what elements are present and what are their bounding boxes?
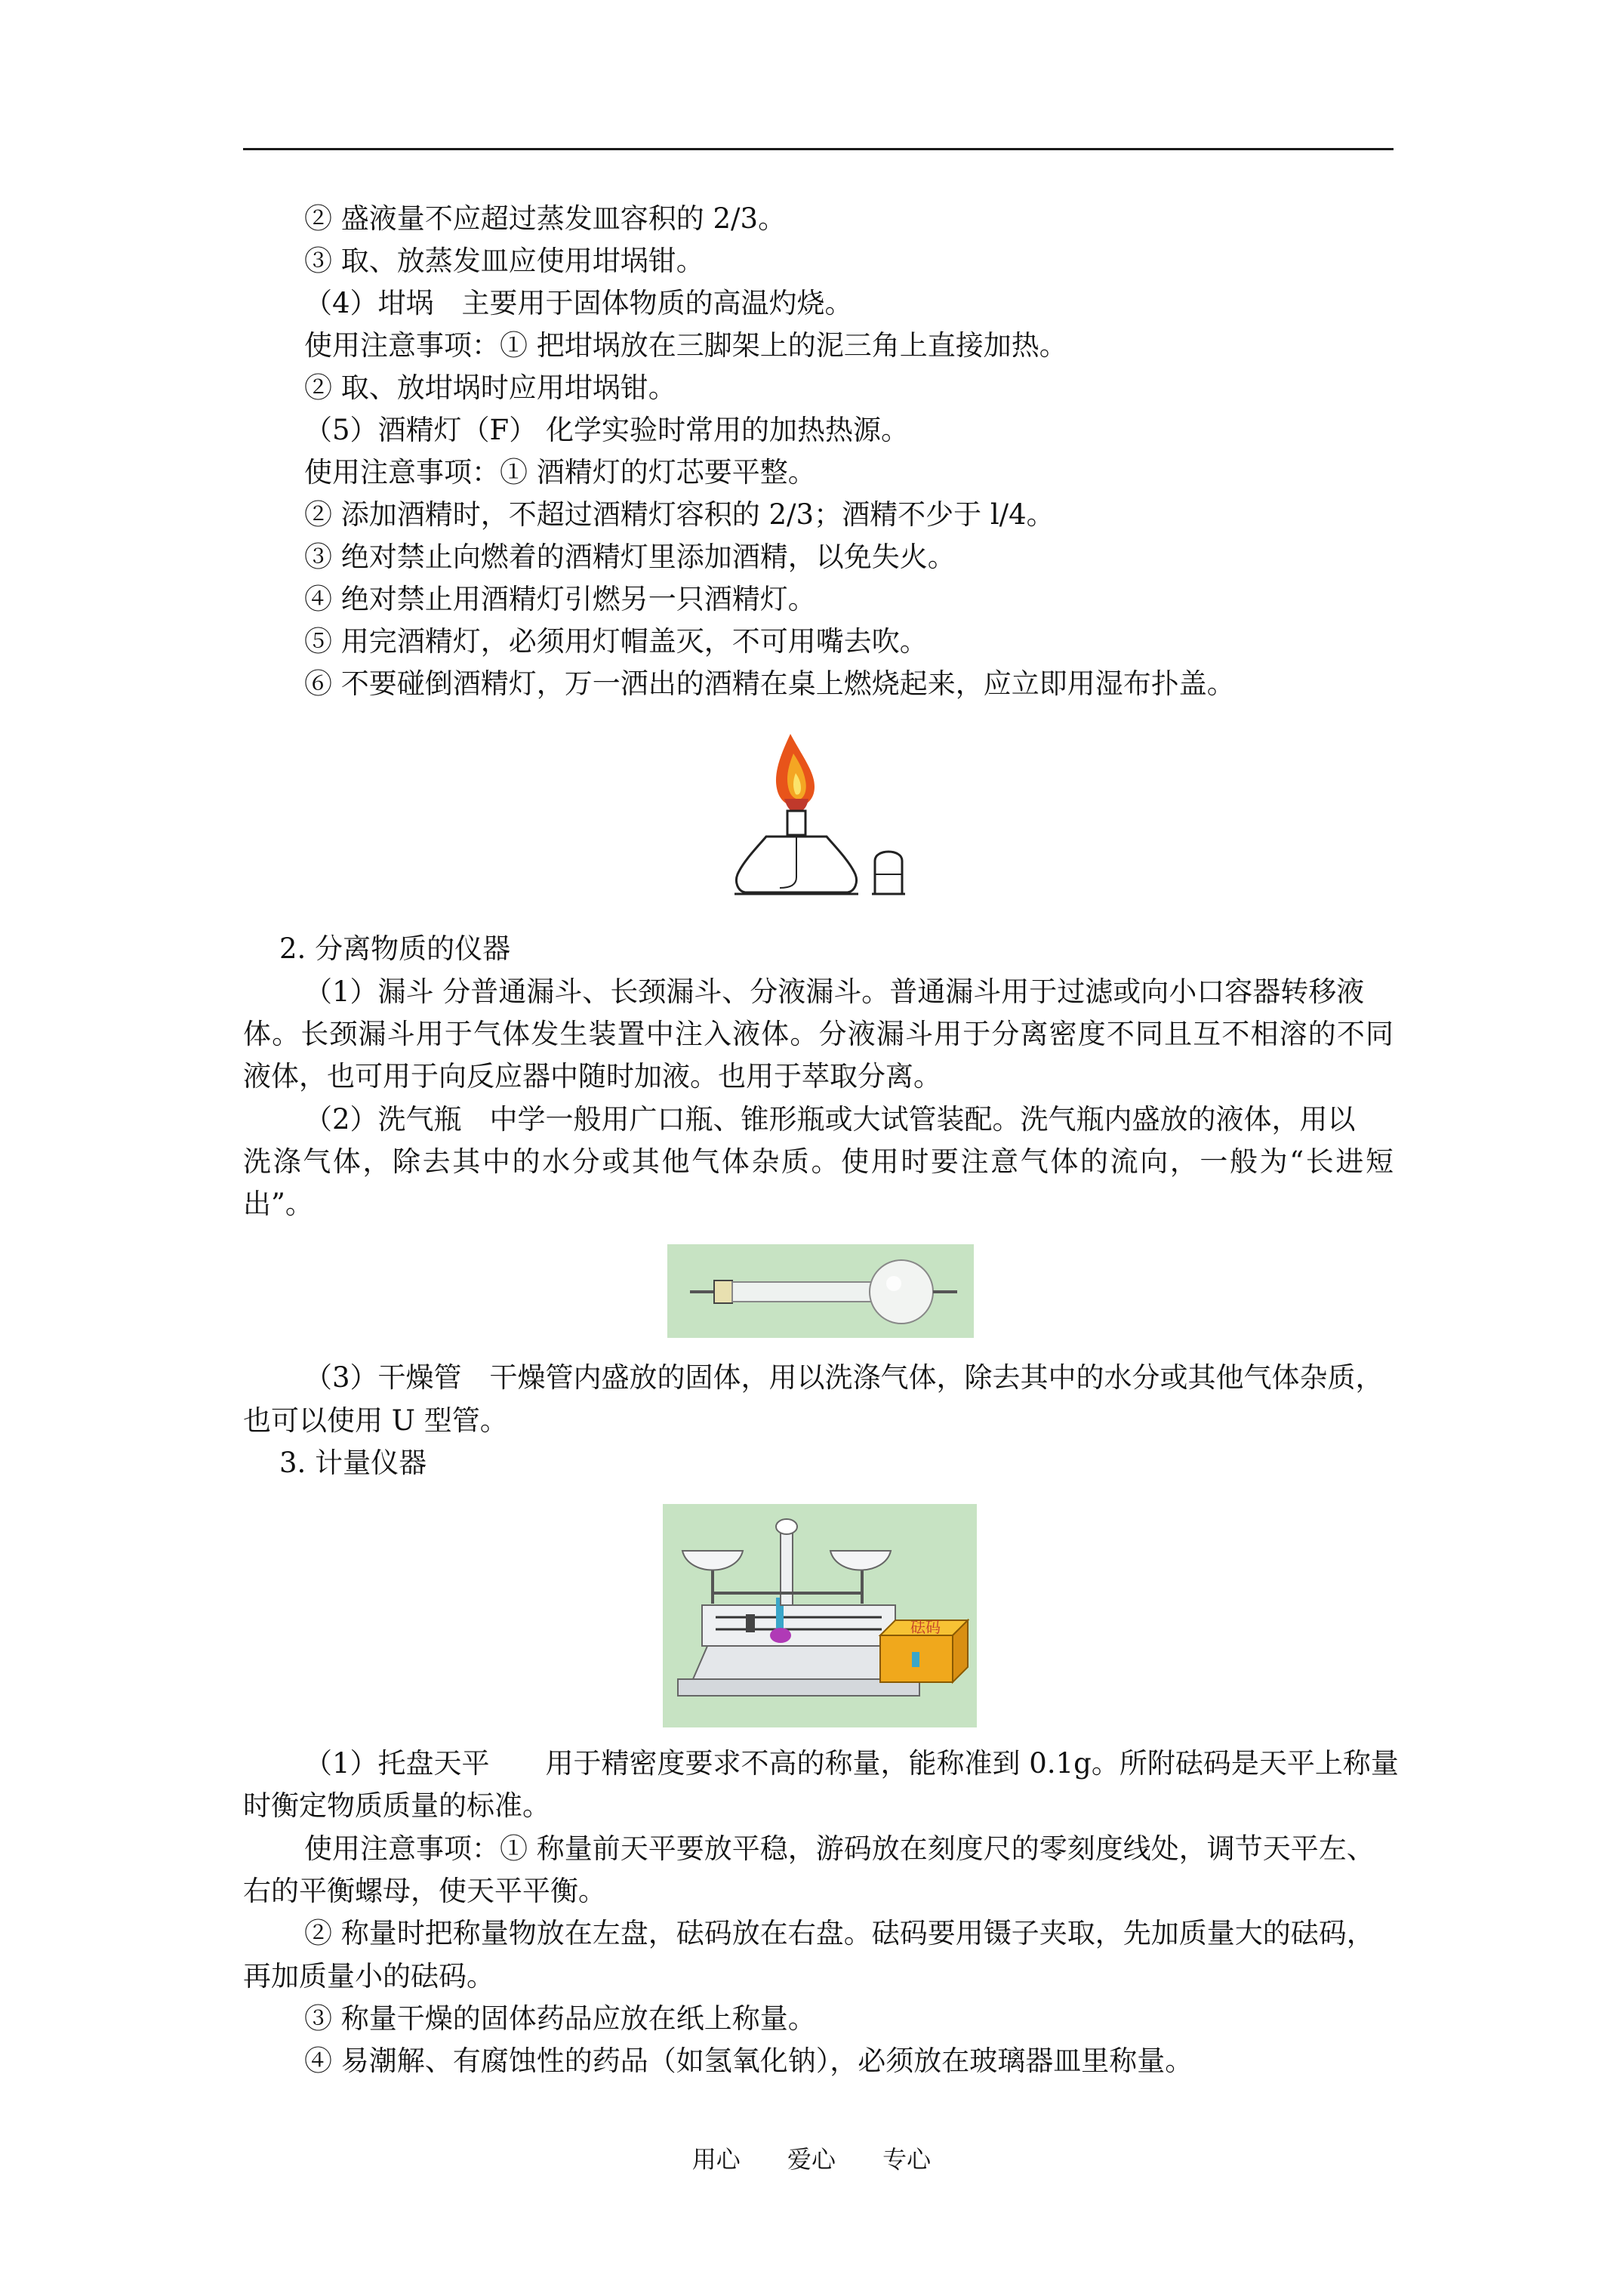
text-line: 使用注意事项：① 酒精灯的灯芯要平整。 [304, 456, 816, 488]
flame-icon [776, 734, 815, 812]
section-heading: 2. 分离物质的仪器 [279, 932, 511, 965]
text-line: ④ 绝对禁止用酒精灯引燃另一只酒精灯。 [304, 583, 816, 615]
alcohol-lamp-figure [721, 726, 917, 915]
weights-box-icon [880, 1618, 968, 1682]
text-line: 使用注意事项：① 称量前天平要放平稳，游码放在刻度尺的零刻度线处，调节天平左、 [304, 1832, 1375, 1865]
text-line: 使用注意事项：① 把坩埚放在三脚架上的泥三角上直接加热。 [304, 329, 1067, 362]
header-rule [243, 148, 1394, 150]
text-line: （1）漏斗 分普通漏斗、长颈漏斗、分液漏斗。普通漏斗用于过滤或向小口容器转移液 [304, 975, 1365, 1008]
weights-label: 砝码 [910, 1618, 941, 1636]
lamp-cap-icon [872, 852, 905, 894]
footer-item: 专心 [882, 2145, 932, 2174]
text-line: ③ 绝对禁止向燃着的酒精灯里添加酒精，以免失火。 [304, 541, 956, 573]
text-line: ② 取、放坩埚时应用坩埚钳。 [304, 371, 676, 404]
text-line: （5）酒精灯（F） 化学实验时常用的加热热源。 [304, 414, 909, 446]
footer-item: 用心 [691, 2145, 741, 2174]
text-line: ② 盛液量不应超过蒸发皿容积的 2/3。 [304, 202, 787, 235]
tray-balance-figure [663, 1504, 977, 1727]
text-line: ③ 称量干燥的固体药品应放在纸上称量。 [304, 2002, 816, 2035]
text-line: （2）洗气瓶 中学一般用广口瓶、锥形瓶或大试管装配。洗气瓶内盛放的液体，用以 [304, 1103, 1356, 1136]
stopper [714, 1281, 732, 1303]
text-line: 液体，也可用于向反应器中随时加液。也用于萃取分离。 [243, 1060, 941, 1093]
text-line: （1）托盘天平 用于精密度要求不高的称量，能称准到 0.1g。所附砝码是天平上称量 [304, 1747, 1399, 1780]
lamp-neck [787, 811, 805, 835]
text-line: ⑥ 不要碰倒酒精灯，万一洒出的酒精在桌上燃烧起来，应立即用湿布扑盖。 [304, 667, 1235, 700]
text-line: 右的平衡螺母，使天平平衡。 [243, 1875, 606, 1907]
text-line: （3）干燥管 干燥管内盛放的固体，用以洗涤气体，除去其中的水分或其他气体杂质， [304, 1361, 1384, 1394]
text-line: 时衡定物质质量的标准。 [243, 1789, 550, 1822]
text-line: ② 添加酒精时，不超过酒精灯容积的 2/3；酒精不少于 l/4。 [304, 498, 1055, 531]
text-line: （4）坩埚 主要用于固体物质的高温灼烧。 [304, 287, 853, 319]
text-line: ⑤ 用完酒精灯，必须用灯帽盖灭，不可用嘴去吹。 [304, 625, 928, 658]
text-line: 出”。 [243, 1188, 313, 1220]
text-line: 也可以使用 U 型管。 [243, 1404, 508, 1437]
text-line: 体。长颈漏斗用于气体发生装置中注入液体。分液漏斗用于分离密度不同且互不相溶的不同 [243, 1018, 1394, 1050]
text-line: 洗涤气体，除去其中的水分或其他气体杂质。使用时要注意气体的流向，一般为“长进短 [243, 1145, 1394, 1178]
page-footer [0, 2143, 1623, 2176]
text-line: ③ 取、放蒸发皿应使用坩埚钳。 [304, 245, 704, 277]
footer-item: 爱心 [787, 2145, 836, 2174]
text-line: ④ 易潮解、有腐蚀性的药品（如氢氧化钠），必须放在玻璃器皿里称量。 [304, 2045, 1193, 2077]
text-line: 再加质量小的砝码。 [243, 1960, 494, 1992]
drying-tube-figure [667, 1244, 974, 1338]
text-line: ② 称量时把称量物放在左盘，砝码放在右盘。砝码要用镊子夹取，先加质量大的砝码， [304, 1917, 1375, 1949]
section-heading: 3. 计量仪器 [279, 1447, 427, 1479]
